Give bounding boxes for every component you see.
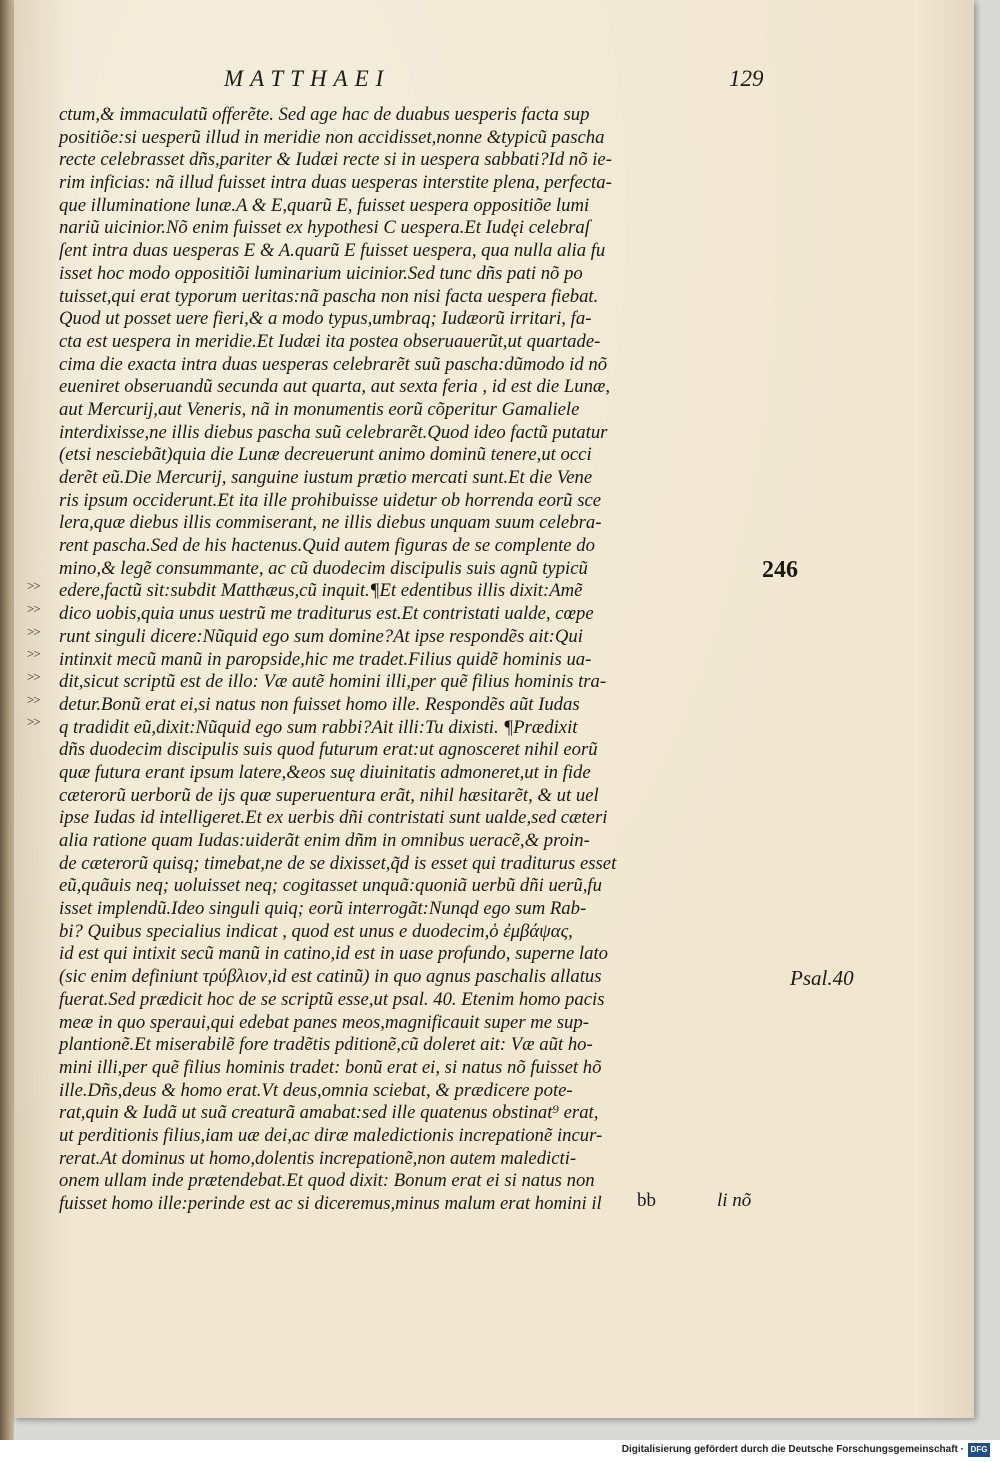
text-line: positiõe:si uesperũ illud in meridie non accidisset,nonne &typicũ pascha: [59, 126, 605, 148]
dfg-logo: DFG: [968, 1443, 990, 1457]
text-line: isset implendũ.Ideo singuli quiq; eorũ interrogãt:Nunqd ego sum Rab-: [59, 898, 587, 920]
text-line: mino,& legẽ consummante, ac cũ duodecim discipulis suis agnũ typicũ: [59, 557, 588, 579]
text-line: ille.Dñs,deus & homo erat.Vt deus,omnia sciebat, & prædicere pote-: [59, 1079, 573, 1101]
text-line: de cæterorũ quisq; timebat,ne de se dixisset,q̃d is esset qui traditurus esset: [59, 852, 617, 874]
text-line: cta est uespera in meridie.Et Iudæi ita postea obseruauerũt,ut quartade-: [59, 330, 601, 352]
running-title: MATTHAEI: [224, 66, 391, 91]
text-line: ut perditionis filius,iam uæ dei,ac diræ maledictionis increpationẽ incur-: [59, 1124, 603, 1146]
text-line: edere,factũ sit:subdit Matthæus,cũ inquit.¶Et edentibus illis dixit:Amẽ: [59, 580, 583, 602]
quote-mark: >>: [27, 601, 40, 616]
quote-mark: >>: [27, 624, 40, 639]
text-line: (sic enim definiunt τρύβλιον,id est catinũ) in quo agnus paschalis allatus: [59, 966, 602, 988]
text-line: rim inficias: nã illud fuisset intra duas uesperas interstite plena, perfecta-: [59, 172, 612, 194]
text-line: derẽt eũ.Die Mercurij, sanguine iustum prætio mercati sunt.Et die Vene: [59, 467, 593, 488]
body-text: [59, 104, 771, 1216]
text-line: fuisset homo ille:perinde est ac si diceremus,minus malum erat homini il: [59, 1193, 602, 1214]
text-line: fuerat.Sed prædicit hoc de se scriptũ esse,ut psal. 40. Etenim homo pacis: [59, 988, 605, 1010]
margin-psalm-reference: Psal.40: [790, 966, 854, 990]
quote-mark: >>: [27, 646, 40, 661]
text-line: runt singuli dicere:Nũquid ego sum domine?At ipse respondẽs ait:Qui: [59, 625, 583, 647]
page-number: 129: [729, 66, 764, 91]
text-line: intinxit mecũ manũ in paropside,hic me tradet.Filius quidẽ hominis ua-: [59, 648, 592, 670]
book-page: [14, 0, 974, 1418]
quote-mark: >>: [27, 692, 40, 707]
catchword-signature: bb: [637, 1190, 656, 1211]
text-line: onem ullam inde prætendebat.Et quod dixit: Bonum erat ei si natus non: [59, 1170, 595, 1192]
page-edge: [0, 0, 14, 1440]
text-line: dñs duodecim discipulis suis quod futurum erat:ut agnosceret nihil eorũ: [59, 739, 598, 761]
text-line: nariũ uicinior.Nõ enim fuisset ex hypothesi C uespera.Et Iudęi celebraſ: [59, 217, 590, 239]
funding-notice: Digitalisierung gefördert durch die Deutsche Forschungsgemeinschaft ·: [621, 1444, 964, 1455]
text-line: id est qui intixit secũ manũ in catino,id est in uase profundo, superne lato: [59, 943, 608, 965]
text-line: rerat.At dominus ut homo,dolentis increpationẽ,non autem maledicti-: [59, 1147, 577, 1169]
text-line: aut Mercurij,aut Veneris, nã in monumentis eorũ cõperitur Gamaliele: [59, 398, 580, 420]
text-line: lera,quæ diebus illis commiserant, ne illis diebus unquam suum celebra-: [59, 512, 602, 534]
text-line: plantionẽ.Et miserabilẽ fore tradẽtis pditionẽ,cũ doleret ait: Væ aũt ho-: [59, 1034, 593, 1056]
text-line: Quod ut posset uere fieri,& a modo typus,umbraq; Iudæorũ irritari, fa-: [59, 308, 592, 330]
text-line: bi? Quibus specialius indicat , quod est unus e duodecim,ὁ ἐμβάψας,: [59, 920, 573, 942]
text-line: rent pascha.Sed de his hactenus.Quid autem figuras de se complente do: [59, 535, 595, 557]
text-line: que illuminatione lunæ.A & E,quarũ E, fuisset uespera oppositiõe lumi: [59, 194, 590, 216]
text-line: recte celebrasset dñs,pariter & Iudæi recte si in uespera sabbati?Id nõ ie-: [59, 149, 612, 171]
quote-mark: >>: [27, 714, 40, 729]
text-line: ris ipsum occiderunt.Et ita ille prohibuisse uidetur ob horrenda eorũ sce: [59, 489, 602, 511]
text-line: ſent intra duas uesperas E & A.quarũ E fuisset uespera, qua nulla alia fu: [59, 240, 606, 262]
text-line: dit,sicut scriptũ est de illo: Væ autẽ homini illi,per quẽ filius hominis tra-: [59, 671, 607, 693]
text-line: cima die exacta intra duas uesperas celebrarẽt suũ pascha:dũmodo id nõ: [59, 353, 608, 375]
footer-bar: [0, 1440, 1000, 1462]
text-line: ctum,& immaculatũ offerẽte. Sed age hac de duabus uesperis facta sup: [59, 104, 590, 125]
text-line: eũ,quãuis neq; uoluisset neq; cogitasset unquã:quoniã uerbũ dñi uerũ,fu: [59, 875, 602, 897]
page-header: [224, 66, 784, 96]
text-line: (etsi nesciebãt)quia die Lunæ decreuerunt animo dominũ tenere,ut occi: [59, 444, 592, 466]
text-line: eueniret obseruandũ secunda aut quarta, aut sexta feria , id est die Lunæ,: [59, 376, 611, 398]
text-line: mini illi,per quẽ filius hominis tradet: bonũ erat ei, si natus nõ fuisset hõ: [59, 1056, 602, 1078]
text-line: ipse Iudas id intelligeret.Et ex uerbis dñi contristati sunt ualde,sed cæteri: [59, 807, 608, 829]
text-line: isset hoc modo oppositiõi luminarium uicinior.Sed tunc dñs pati nõ po: [59, 262, 583, 284]
margin-number-246: 246: [762, 557, 798, 583]
text-line: detur.Bonũ erat ei,si natus non fuisset homo ille. Respondẽs aũt Iudas: [59, 693, 580, 715]
text-line: dico uobis,quia unus uestrũ me traditurus est.Et contristati ualde, cœpe: [59, 603, 594, 625]
quote-mark: >>: [27, 669, 40, 684]
text-line: q tradidit eũ,dixit:Nũquid ego sum rabbi?Ait illi:Tu dixisti. ¶Prædixit: [59, 716, 578, 738]
quote-mark: >>: [27, 578, 40, 593]
text-line: alia ratione quam Iudas:uiderãt enim dñm in omnibus ueracẽ,& proin-: [59, 830, 590, 851]
text-line: cæterorũ uerborũ de ijs quæ superuentura erãt, nihil hæsitarẽt, & ut uel: [59, 784, 599, 806]
text-line: meæ in quo speraui,qui edebat panes meos,magnificauit super me sup-: [59, 1011, 589, 1033]
text-line: interdixisse,ne illis diebus pascha suũ celebrarẽt.Quod ideo factũ putatur: [59, 421, 608, 443]
text-line: rat,quin & Iudã ut suã creaturã amabat:sed ille quatenus obstinat⁹ erat,: [59, 1102, 599, 1124]
text-line: tuisset,qui erat typorum ueritas:nã pascha non nisi facta uespera fiebat.: [59, 285, 599, 307]
catchword-next: li nõ: [717, 1190, 752, 1211]
text-line: quæ futura erant ipsum latere,&eos suę diuinitatis admoneret,ut in fide: [59, 761, 591, 783]
